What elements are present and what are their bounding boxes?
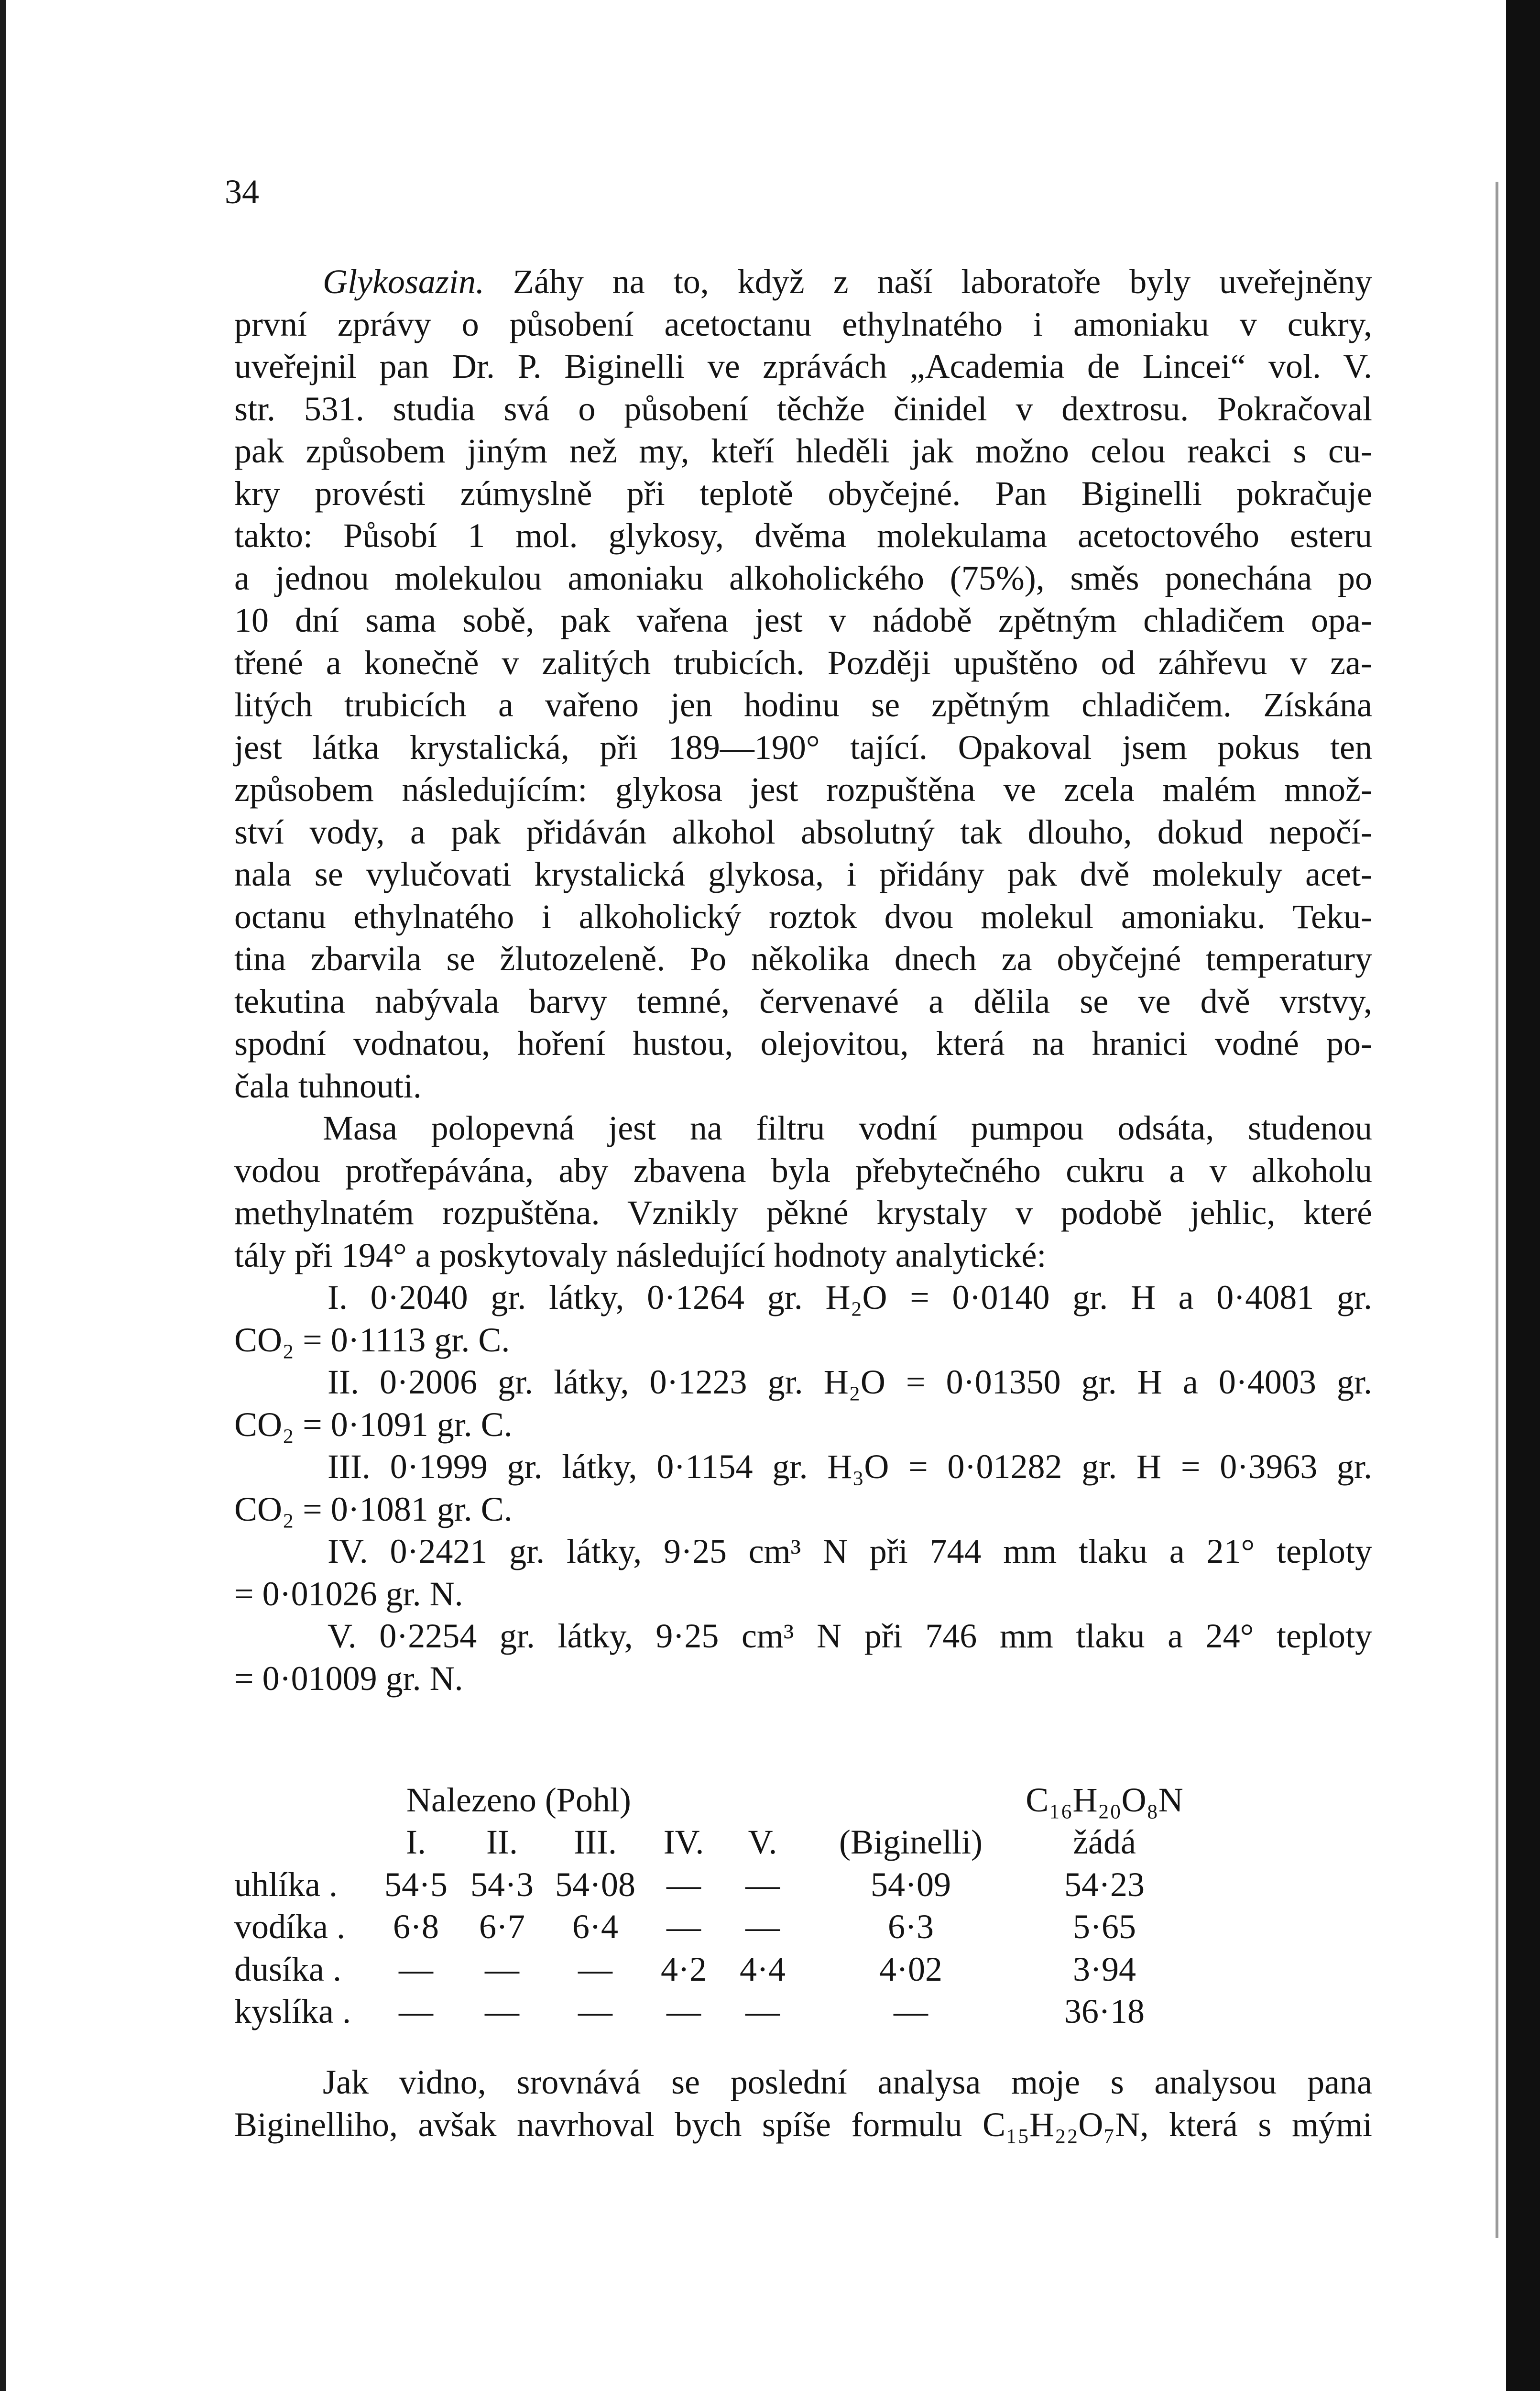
table-column-row: [234, 1821, 1186, 1864]
table-cell: —: [485, 1950, 519, 1988]
text-line: Jak vidno, srovnává se poslední analysa moje s analysou pana: [323, 2063, 1372, 2101]
table-cell: 54·3: [470, 1865, 534, 1904]
analysis-line: CO₂ = 0·1091 gr. C.: [234, 1405, 513, 1444]
row-label: kyslíka .: [234, 1992, 351, 2031]
closing-text: [234, 2061, 1372, 2146]
table-cell: 4·2: [661, 1950, 707, 1988]
analysis-line: III. 0·1999 gr. látky, 0·1154 gr. H₃O = 0·01282 gr. H = 0·3963 gr.: [328, 1448, 1372, 1486]
analysis-line: = 0·01009 gr. N.: [234, 1659, 463, 1698]
text-line: Glykosazin. Záhy na to, když z naší laboratoře byly uveřejněny: [323, 263, 1372, 301]
analysis-line: I. 0·2040 gr. látky, 0·1264 gr. H₂O = 0·0140 gr. H a 0·4081 gr.: [328, 1278, 1372, 1316]
table-cell: —: [666, 1865, 701, 1904]
column-header: V.: [748, 1823, 777, 1862]
text-line: ství vody, a pak přidáván alkohol absolutný tak dlouho, dokud nepočí-: [234, 812, 1372, 851]
text-line: nala se vylučovati krystalická glykosa, i přidány pak dvě molekuly acet-: [234, 855, 1372, 893]
table-cell: 54·09: [871, 1865, 951, 1904]
text-line: litých trubicích a vařeno jen hodinu se zpětným chladičem. Získána: [234, 686, 1372, 724]
table-cell: 54·5: [384, 1865, 448, 1904]
text-line: uveřejnil pan Dr. P. Biginelli ve zprávách „Academia de Lincei“ vol. V.: [234, 347, 1372, 385]
scan-edge-line: [1496, 182, 1498, 2238]
table-cell: 4·02: [879, 1950, 942, 1988]
text-line: způsobem následujícím: glykosa jest rozpuštěna ve zcela malém množ-: [234, 770, 1372, 809]
text-line: čala tuhnouti.: [234, 1066, 422, 1105]
table-row: [234, 1948, 1186, 1991]
column-header: IV.: [663, 1823, 704, 1862]
text-line: Biginelliho, avšak navrhoval bych spíše formulu C₁₅H₂₂O₇N, která s mými: [234, 2105, 1372, 2144]
text-line: první zprávy o působení acetoctanu ethylnatého i amoniaku v cukry,: [234, 305, 1372, 343]
table-cell: 6·7: [479, 1908, 525, 1946]
analysis-line: CO₂ = 0·1113 gr. C.: [234, 1320, 510, 1359]
formula-header: C₁₆H₂₀O₈N: [1026, 1780, 1183, 1819]
column-header: (Biginelli): [839, 1823, 983, 1862]
column-header: žádá: [1073, 1823, 1136, 1862]
table-cell: —: [399, 1950, 433, 1988]
found-header: Nalezeno (Pohl): [406, 1780, 631, 1819]
table-cell: —: [666, 1992, 701, 2031]
page-number: 34: [225, 173, 259, 211]
table-cell: —: [745, 1865, 780, 1904]
table-cell: —: [666, 1908, 701, 1946]
table-cell: —: [745, 1908, 780, 1946]
scan-edge-left: [0, 0, 6, 2391]
table-cell: —: [485, 1992, 519, 2031]
table-row: [234, 1991, 1186, 2033]
table-cell: —: [578, 1950, 612, 1988]
text-line: vodou protřepávána, aby zbavena byla přebytečného cukru a v alkoholu: [234, 1151, 1372, 1190]
table-cell: —: [399, 1992, 433, 2031]
text-line: tekutina nabývala barvy temné, červenavé a dělila se ve dvě vrstvy,: [234, 982, 1372, 1020]
row-label: vodíka .: [234, 1908, 345, 1946]
table-cell: 3·94: [1073, 1950, 1136, 1988]
scan-edge-right: [1506, 0, 1540, 2391]
text-line: takto: Působí 1 mol. glykosy, dvěma molekulama acetoctového esteru: [234, 516, 1372, 555]
table-cell: 6·4: [572, 1908, 618, 1946]
text-line: kry provésti zúmyslně při teplotě obyčejné. Pan Biginelli pokračuje: [234, 474, 1372, 513]
row-label: dusíka .: [234, 1950, 341, 1988]
table-cell: 6·8: [393, 1908, 439, 1946]
analysis-line: CO₂ = 0·1081 gr. C.: [234, 1490, 513, 1528]
column-header: III.: [574, 1823, 617, 1862]
row-label: uhlíka .: [234, 1865, 338, 1904]
text-line: str. 531. studia svá o působení těchže činidel v dextrosu. Pokračoval: [234, 389, 1372, 428]
text-line: tina zbarvila se žlutozeleně. Po několika dnech za obyčejné temperatury: [234, 940, 1372, 978]
table-row: [234, 1864, 1186, 1906]
text-line: methylnatém rozpuštěna. Vznikly pěkné krystaly v podobě jehlic, které: [234, 1194, 1372, 1232]
table-cell: 54·23: [1064, 1865, 1145, 1904]
text-line: 10 dní sama sobě, pak vařena jest v nádobě zpětným chladičem opa-: [234, 601, 1372, 639]
column-header: II.: [486, 1823, 518, 1862]
results-table: [234, 1779, 1186, 2033]
column-header: I.: [406, 1823, 426, 1862]
text-line: spodní vodnatou, hoření hustou, olejovitou, která na hranici vodné po-: [234, 1024, 1372, 1063]
analysis-line: II. 0·2006 gr. látky, 0·1223 gr. H₂O = 0·01350 gr. H a 0·4003 gr.: [328, 1363, 1372, 1401]
analysis-line: V. 0·2254 gr. látky, 9·25 cm³ N při 746 mm tlaku a 24° teploty: [328, 1617, 1372, 1655]
text-line: a jednou molekulou amoniaku alkoholického (75%), směs ponechána po: [234, 559, 1372, 597]
text-line: třené a konečně v zalitých trubicích. Později upuštěno od záhřevu v za-: [234, 643, 1372, 682]
body-text: [234, 261, 1372, 1700]
table-cell: —: [578, 1992, 612, 2031]
text-line: tály při 194° a poskytovaly následující hodnoty analytické:: [234, 1236, 1047, 1274]
table-cell: —: [745, 1992, 780, 2031]
text-line: Masa polopevná jest na filtru vodní pumpou odsáta, studenou: [323, 1109, 1372, 1147]
text-line: pak způsobem jiným než my, kteří hleděli jak možno celou reakci s cu-: [234, 432, 1372, 470]
table-cell: —: [894, 1992, 928, 2031]
table-header-row: [234, 1779, 1186, 1821]
table-cell: 54·08: [555, 1865, 635, 1904]
table-cell: 6·3: [888, 1908, 934, 1946]
analysis-line: IV. 0·2421 gr. látky, 9·25 cm³ N při 744 mm tlaku a 21° teploty: [328, 1532, 1372, 1570]
table-cell: 5·65: [1073, 1908, 1136, 1946]
analysis-line: = 0·01026 gr. N.: [234, 1574, 463, 1613]
text-line: octanu ethylnatého i alkoholický roztok dvou molekul amoniaku. Teku-: [234, 897, 1372, 936]
table-cell: 36·18: [1064, 1992, 1145, 2031]
table-row: [234, 1906, 1186, 1949]
table-cell: 4·4: [740, 1950, 786, 1988]
text-line: jest látka krystalická, při 189—190° tající. Opakoval jsem pokus ten: [234, 728, 1372, 767]
section-heading: Glykosazin.: [323, 263, 484, 301]
